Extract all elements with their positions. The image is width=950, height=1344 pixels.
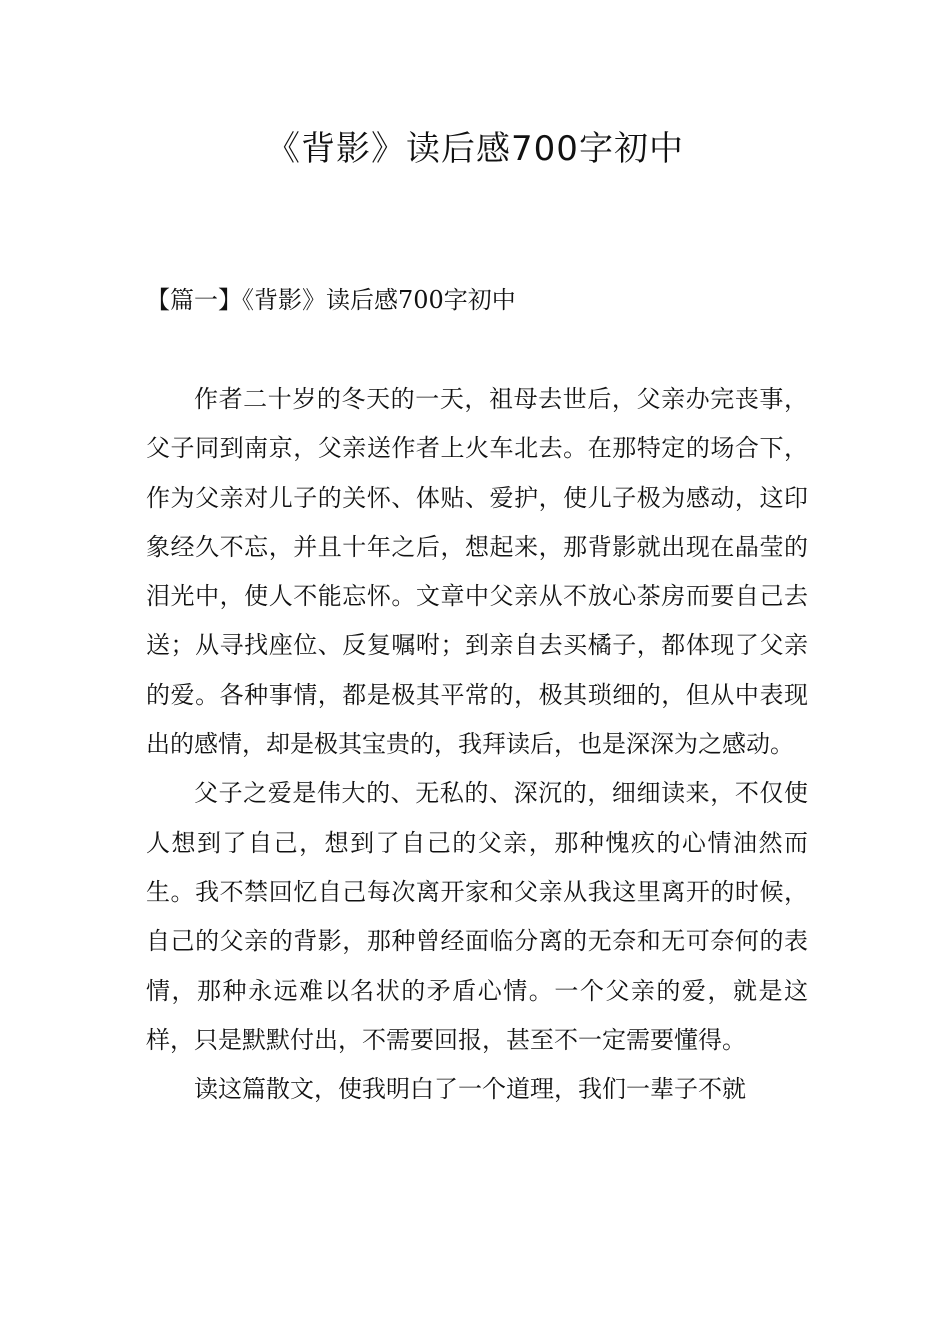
body-text xyxy=(146,375,808,1114)
paragraph-1: 作者二十岁的冬天的一天，祖母去世后，父亲办完丧事，父子同到南京，父亲送作者上火车北去。在那特定的场合下，作为父亲对儿子的关怀、体贴、爱护，使儿子极为感动，这印象经久不忘，并且十年之后，想起来，那背影就出现在晶莹的泪光中，使人不能忘怀。文章中父亲从不放心茶房而要自己去送；从寻找座位、反复嘱咐；到亲自去买橘子，都体现了父亲的爱。各种事情，都是极其平常的，极其琐细的，但从中表现出的感情，却是极其宝贵的，我拜读后，也是深深为之感动。 xyxy=(146,385,808,759)
paragraph-2: 父子之爱是伟大的、无私的、深沉的，细细读来，不仅使人想到了自己，想到了自己的父亲，那种愧疚的心情油然而生。我不禁回忆自己每次离开家和父亲从我这里离开的时候，自己的父亲的背影，那种曾经面临分离的无奈和无可奈何的表情，那种永远难以名状的矛盾心情。一个父亲的爱，就是这样，只是默默付出，不需要回报，甚至不一定需要懂得。 xyxy=(146,779,808,1054)
paragraph-3: 读这篇散文，使我明白了一个道理，我们一辈子不就 xyxy=(194,1075,746,1104)
document-title: 《背影》读后感700字初中 xyxy=(266,129,684,169)
section-heading: 【篇一】《背影》读后感700字初中 xyxy=(146,286,516,314)
